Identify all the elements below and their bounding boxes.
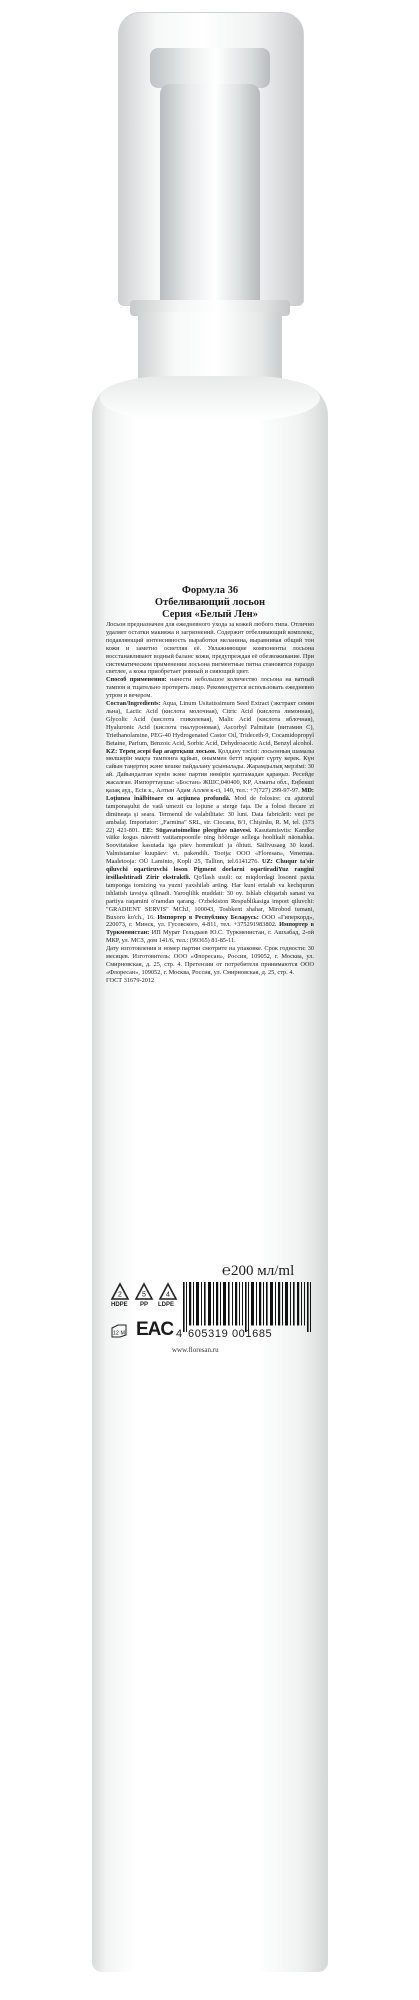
manufacturer-text: Дату изготовления и номер партии смотрите на упаковке. Срок годности: 30 месяцев. Изготовитель: ООО «Флоресан», Россия, 109052, г. Москва, ул. Смирновская, д. 25, стр. 4. Претензии от потребителя принимаются ООО «Флоресан», 109052, г. Москва, Россия, ул. Смирновская, д. 25, стр. 4. xyxy=(106,945,314,976)
formula-name: Формула 36 xyxy=(181,585,239,596)
recycle-caption-pp: PP xyxy=(140,1302,149,1308)
spray-head xyxy=(150,48,270,88)
ingredients-text: Aqua, Linum Usitatissimum Seed Extract (экстракт семян льна), Lactic Acid (кислота молочная), Citric Acid (кислота лимонная), Glycolic Acid (кислота гликолевая), Malic Acid (кислота яблочная), Hyaluronic Acid (кислота гиалуроновая), Ascorbyl Palmitate (витамин С), Triethanolamine, PEG-40 Hydrogenated Castor Oil, Trideceth-9, Cocamidopropyl Betaine, Parfum, Benzoic Acid, Sorbic Acid, Dehydroacetic Acid, Benzyl alcohol. xyxy=(106,700,314,747)
ingredients-label: Состав/Ingredients: xyxy=(106,700,161,708)
product-label xyxy=(106,585,314,985)
usage-text: нанести небольшое количество лосьона на ватный тампон и тщательно протереть лицо. Рекомендуется использовать ежедневно утром и вечером. xyxy=(106,676,314,700)
ee-label: EE: Sügavatoimeline pleegitav näovesi. xyxy=(142,826,252,834)
bottle-neck xyxy=(138,312,282,382)
recycle-caption-ldpe: LDPE xyxy=(158,1302,175,1308)
ingredients-paragraph xyxy=(106,700,314,747)
website-text: www.floresan.ru xyxy=(172,1346,219,1354)
uz-text: Qo'llash usuli: oz miqdordagi losonni paxta tamponga tomizing va yuzni yaxshilab arting. Har kuni ertalab va kechqurun ishlatish tavsiya qilinadi. Yaroqlilik muddati: 30 oy. Ishlab chiqarish sanasi va partiya raqamini o'ramdan qarang. O'zbekiston Respublikasiga import qiluvchi: "GRADIENT SERVIS" MChJ, 100043, Toshkent shahar, Mirobod tumani, Buxoro ko'ch., 16. xyxy=(106,874,314,921)
recycle-icon-hdpe xyxy=(110,1282,130,1302)
svg-text:2: 2 xyxy=(118,1291,122,1299)
kz-paragraph xyxy=(106,748,314,946)
md-text: Mod de folosire: cu ajutorul tamponaşului de vată umezit cu loţiune a sterge faţa. De a folosi fiecare zi dimineaţa şi seara. Termenul de valabilitate: 30 luni. Data fabricării: vezi pe ambalaj. Importator: „Farmina" SRL, str. Ciocana, 8/1, Chişinău, R. M, tel. (373 22) 421-801. xyxy=(106,794,314,834)
tm-importer-text: ИП Мурат Гельдыев Ю.С. Туркменистан, г. Ашхабад, 2-ой МКР, ул. МСЗ, дом 141/6, тел.: (99365) 81-85-11. xyxy=(106,929,314,945)
series-name: Серия «Белый Лен» xyxy=(162,609,258,620)
recycle-icon-pp xyxy=(134,1282,154,1302)
kz-label: KZ: Терең әсері бар ағартқыш лосьон. xyxy=(106,747,217,755)
svg-text:12 M: 12 M xyxy=(112,1330,126,1337)
uz-label: UZ: Chuqur ta'sir qiluvchi oqartiruvchi loson Pigment dorlarni oqartiradiYuz rangini irsillashtiradi Zirir ekstraktli. xyxy=(106,858,314,881)
recycle-caption-hdpe: HDPE xyxy=(111,1302,128,1308)
label-title xyxy=(106,585,314,621)
gost-text: ГОСТ 31679-2012 xyxy=(106,976,155,984)
period-after-opening-icon xyxy=(110,1324,128,1338)
barcode xyxy=(183,1282,313,1332)
barcode-digits: 605319 001685 xyxy=(188,1328,273,1340)
by-importer-label: Импортер в Республику Беларусь: xyxy=(157,913,259,921)
product-name: Отбеливающий лосьон xyxy=(154,597,266,608)
ee-text: Kasutamisviis: Kandke väike kogus näovett vatitampoonile ning hõõruge sellega hoolikalt näonahka. Soovitatakse kasutada iga päev hommikuti ja õhtuti. Säilivusaeg 30 kuud. Valmistamise kuupäev: vt. pakendilt. Tootja: ООО «Floresan», Venemaa. Maaletooja: OÜ Laminto, Kopli 25, Tallinn, tel.6141276. xyxy=(106,826,314,866)
tm-importer-label: Импортер в Туркменистан: xyxy=(106,921,315,937)
bottle-shoulder xyxy=(100,376,320,420)
barcode-lead-digit: 4 xyxy=(176,1328,183,1340)
spray-pump xyxy=(160,84,260,310)
by-importer-text: ООО «Гиперкорд», 220073, г. Минск, ул. Гусовского, 4-811, тел. +375291983802. xyxy=(106,913,315,929)
volume-text: ℮200 мл/ml xyxy=(222,1263,295,1279)
usage-label: Способ применения: xyxy=(106,676,167,684)
recycle-icon-ldpe xyxy=(158,1282,178,1302)
estimated-sign: ℮ xyxy=(222,1263,232,1279)
svg-text:4: 4 xyxy=(166,1291,170,1299)
md-label: MD: Loţiunea înălbitoare cu acţiunea profundă. xyxy=(106,787,314,802)
eac-mark: EAC xyxy=(136,1319,174,1340)
svg-text:5: 5 xyxy=(142,1291,146,1299)
kz-text: Қолдану тәсілі: лосьонның шамалы мөлшерін мақта тампонға құйып, оныммен бетті мұқият сүрту керек. Күн сайын таңертең және кешке пайдалану ұсынылады. Жарамдылық мерзімі: 30 ай. Дайындалған күнін және партия нөмірін қаптамадан қараңыз. Ресейде жасалған. Импорттаушы: «Бостан» ЖШС,040400, KP, Алматы обл., Еңбекші қазақ ауд., Есік к., Алтын Адам Аллея к-сі, 140, тел.: +7(727) 299-97-97. xyxy=(106,747,314,795)
description-text: Лосьон предназначен для ежедневного ухода за кожей любого типа. Отлично удаляет остатки макияжа и загрязнений. Содержит отбеливающий комплекс, подавляющий интенсивность выработки меланина, выравнивая общий тон кожи и заметно осветляя её. Увлажняющие компоненты лосьона восстанавливают водный баланс кожи, предупреждая её обезвоживание. При систематическом применении лосьона пигментные пятна становятся гораздо светлее, а кожа приобретает ровный и сияющий цвет. xyxy=(106,621,314,676)
usage-paragraph xyxy=(106,676,314,700)
